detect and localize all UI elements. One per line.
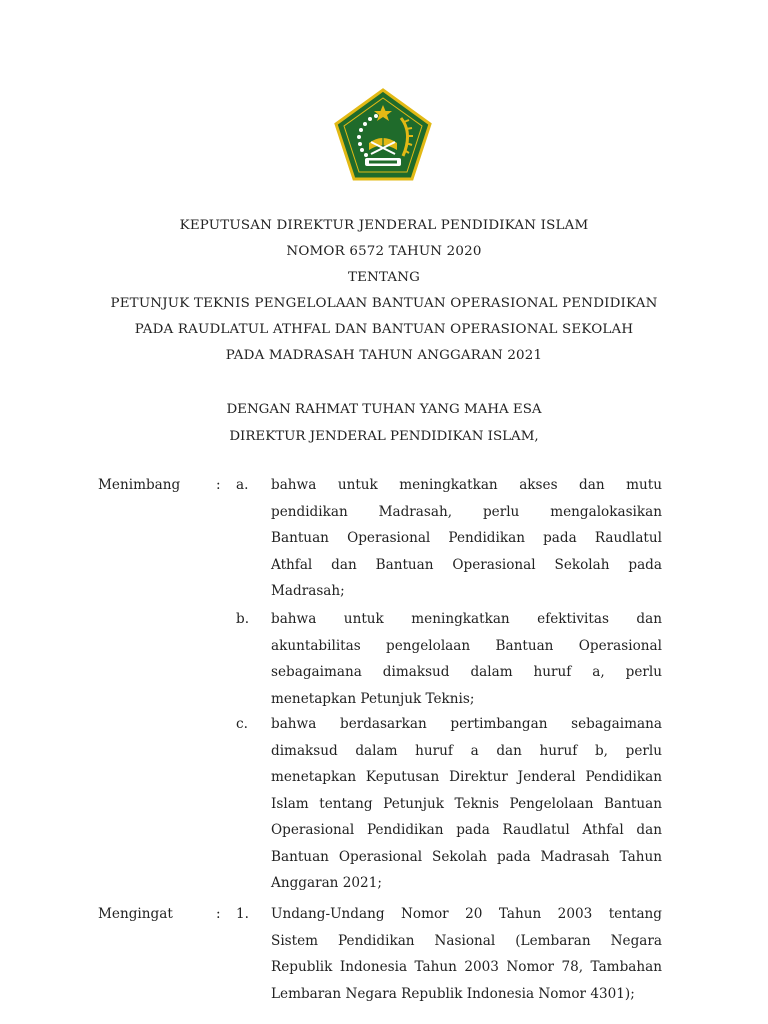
title-line: PADA MADRASAH TAHUN ANGGARAN 2021	[225, 348, 543, 363]
menimbang-item-c	[271, 711, 662, 897]
text-line: Islam tentang Petunjuk Teknis Pengelolaan Bantuan	[271, 795, 662, 812]
kemenag-emblem-icon	[333, 88, 433, 182]
title-line: NOMOR 6572 TAHUN 2020	[286, 244, 482, 259]
text-line: Sistem Pendidikan Nasional (Lembaran Negara	[271, 932, 662, 949]
mengingat-label: Mengingat	[98, 906, 173, 922]
text-line: pendidikan Madrasah, perlu mengalokasikan	[271, 503, 662, 520]
item-marker: a.	[236, 477, 249, 493]
text-line: Republik Indonesia Tahun 2003 Nomor 78, Tambahan	[271, 959, 662, 975]
text-line: menetapkan Keputusan Direktur Jenderal Pendidikan	[271, 769, 662, 785]
text-line: Bantuan Operasional Sekolah pada Madrasah Tahun	[271, 848, 662, 865]
mengingat-item-1	[271, 901, 662, 1007]
item-marker: 1.	[236, 906, 249, 922]
text-line: Lembaran Negara Republik Indonesia Nomor 4301);	[271, 985, 635, 1002]
text-line: Bantuan Operasional Pendidikan pada Raudlatul	[271, 530, 662, 546]
title-line: PADA RAUDLATUL ATHFAL DAN BANTUAN OPERASIONAL SEKOLAH	[134, 322, 634, 337]
text-line: menetapkan Petunjuk Teknis;	[271, 690, 475, 707]
text-line: bahwa untuk meningkatkan akses dan mutu	[271, 477, 662, 493]
greeting-line: DENGAN RAHMAT TUHAN YANG MAHA ESA	[226, 402, 542, 417]
menimbang-colon: :	[216, 477, 221, 493]
text-line: Operasional Pendidikan pada Raudlatul Athfal dan	[271, 822, 662, 838]
title-line: PETUNJUK TEKNIS PENGELOLAAN BANTUAN OPERASIONAL PENDIDIKAN	[110, 296, 658, 311]
mengingat-colon: :	[216, 906, 221, 922]
menimbang-label: Menimbang	[98, 477, 181, 493]
greeting-line: DIREKTUR JENDERAL PENDIDIKAN ISLAM,	[229, 429, 539, 444]
text-line: sebagaimana dimaksud dalam huruf a, perlu	[271, 664, 662, 680]
text-line: Undang-Undang Nomor 20 Tahun 2003 tentang	[271, 906, 662, 922]
decree-title	[0, 213, 768, 369]
greeting-block	[0, 396, 768, 450]
item-marker: b.	[236, 611, 250, 627]
text-line: bahwa untuk meningkatkan efektivitas dan	[271, 611, 662, 627]
text-line: dimaksud dalam huruf a dan huruf b, perlu	[271, 742, 662, 759]
menimbang-item-b	[271, 606, 662, 712]
text-line: bahwa berdasarkan pertimbangan sebagaimana	[271, 716, 662, 732]
item-marker: c.	[236, 716, 248, 732]
text-line: Athfal dan Bantuan Operasional Sekolah pada	[271, 556, 662, 573]
text-line: Anggaran 2021;	[271, 875, 382, 891]
text-line: akuntabilitas pengelolaan Bantuan Operasional	[271, 637, 662, 654]
menimbang-item-a	[271, 472, 662, 605]
title-line: KEPUTUSAN DIREKTUR JENDERAL PENDIDIKAN ISLAM	[179, 218, 589, 233]
title-line: TENTANG	[347, 270, 421, 285]
text-line: Madrasah;	[271, 583, 345, 599]
